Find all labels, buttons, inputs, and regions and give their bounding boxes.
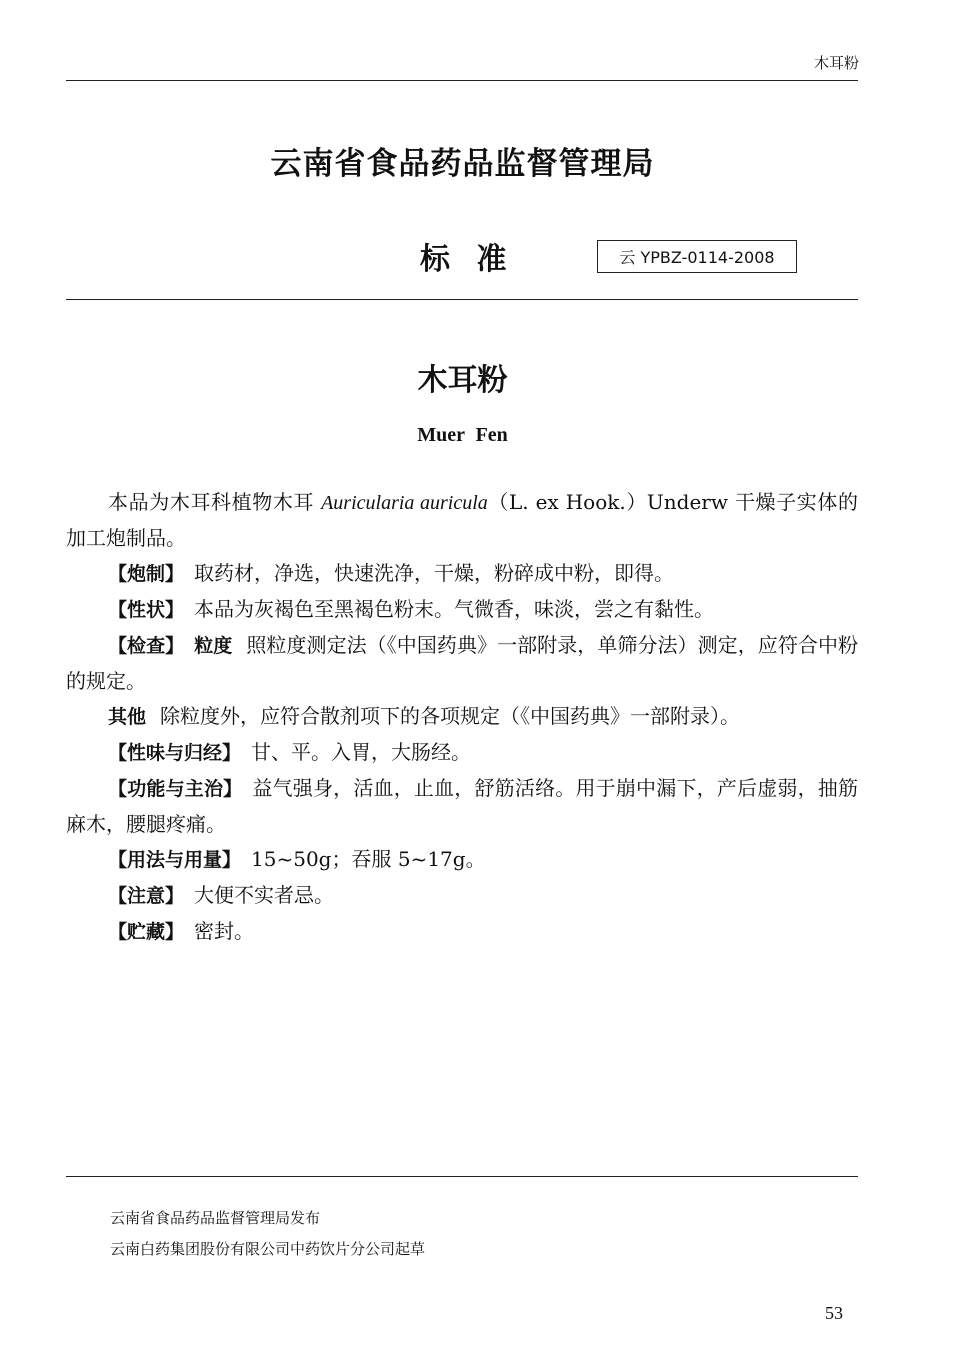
title-rule	[66, 299, 858, 300]
section-text: 密封。	[194, 919, 255, 943]
standard-code: 云 YPBZ-0114-2008	[619, 248, 775, 267]
intro-pre: 本品为木耳科植物木耳	[108, 490, 322, 514]
section-text: 照粒度测定法（《中国药典》一部附录，单筛分法）测定，应符合中粉的规定。	[66, 633, 858, 693]
section-other	[66, 699, 858, 735]
section-label: 【贮藏】	[108, 921, 185, 943]
footer-rule	[66, 1176, 858, 1177]
section-text: 除粒度外，应符合散剂项下的各项规定（《中国药典》一部附录）。	[160, 704, 741, 728]
latin-name: Auricularia auricula	[321, 492, 488, 514]
section-description	[66, 592, 858, 628]
section-label: 【注意】	[108, 885, 185, 907]
standard-code-box	[597, 240, 797, 273]
section-label: 【炮制】	[108, 563, 185, 585]
section-inspection	[66, 628, 858, 699]
intro-post: （L. ex Hook.）Underw 干燥子实体的加工炮制品。	[66, 490, 858, 550]
section-label: 【性状】	[108, 599, 185, 621]
section-dosage	[66, 842, 858, 878]
running-head: 木耳粉	[813, 54, 859, 72]
section-label: 【用法与用量】	[108, 849, 242, 871]
issuing-authority: 云南省食品药品监督管理局	[270, 146, 655, 182]
section-text: 益气强身，活血，止血，舒筋活络。用于崩中漏下，产后虚弱，抽筋麻木，腰腿疼痛。	[66, 776, 858, 836]
section-label: 【检查】	[108, 635, 185, 657]
page-number: 53	[825, 1303, 843, 1323]
section-caution	[66, 878, 858, 914]
monograph-body	[66, 485, 858, 950]
product-title-pinyin: Muer Fen	[417, 424, 508, 446]
section-nature	[66, 735, 858, 771]
header-rule	[66, 80, 858, 81]
section-text: 本品为灰褐色至黑褐色粉末。气微香，味淡，尝之有黏性。	[194, 597, 715, 621]
footer-drafted-by: 云南白药集团股份有限公司中药饮片分公司起草	[110, 1240, 426, 1258]
section-processing	[66, 556, 858, 592]
section-function	[66, 771, 858, 842]
footer-issued-by: 云南省食品药品监督管理局发布	[110, 1209, 321, 1227]
product-title: 木耳粉	[417, 363, 508, 398]
section-label: 【性味与归经】	[108, 742, 242, 764]
standard-label: 标 准	[420, 242, 515, 277]
section-text: 甘、平。入胃，大肠经。	[251, 740, 472, 764]
section-storage	[66, 914, 858, 950]
section-label: 【功能与主治】	[108, 778, 243, 800]
section-text: 大便不实者忌。	[194, 883, 335, 907]
section-label: 其他	[108, 706, 147, 728]
section-text: 15~50g；吞服 5~17g。	[251, 847, 486, 871]
section-sub-label: 粒度	[194, 635, 233, 657]
section-text: 取药材，净选，快速洗净，干燥，粉碎成中粉，即得。	[194, 561, 675, 585]
intro-paragraph	[66, 485, 858, 556]
